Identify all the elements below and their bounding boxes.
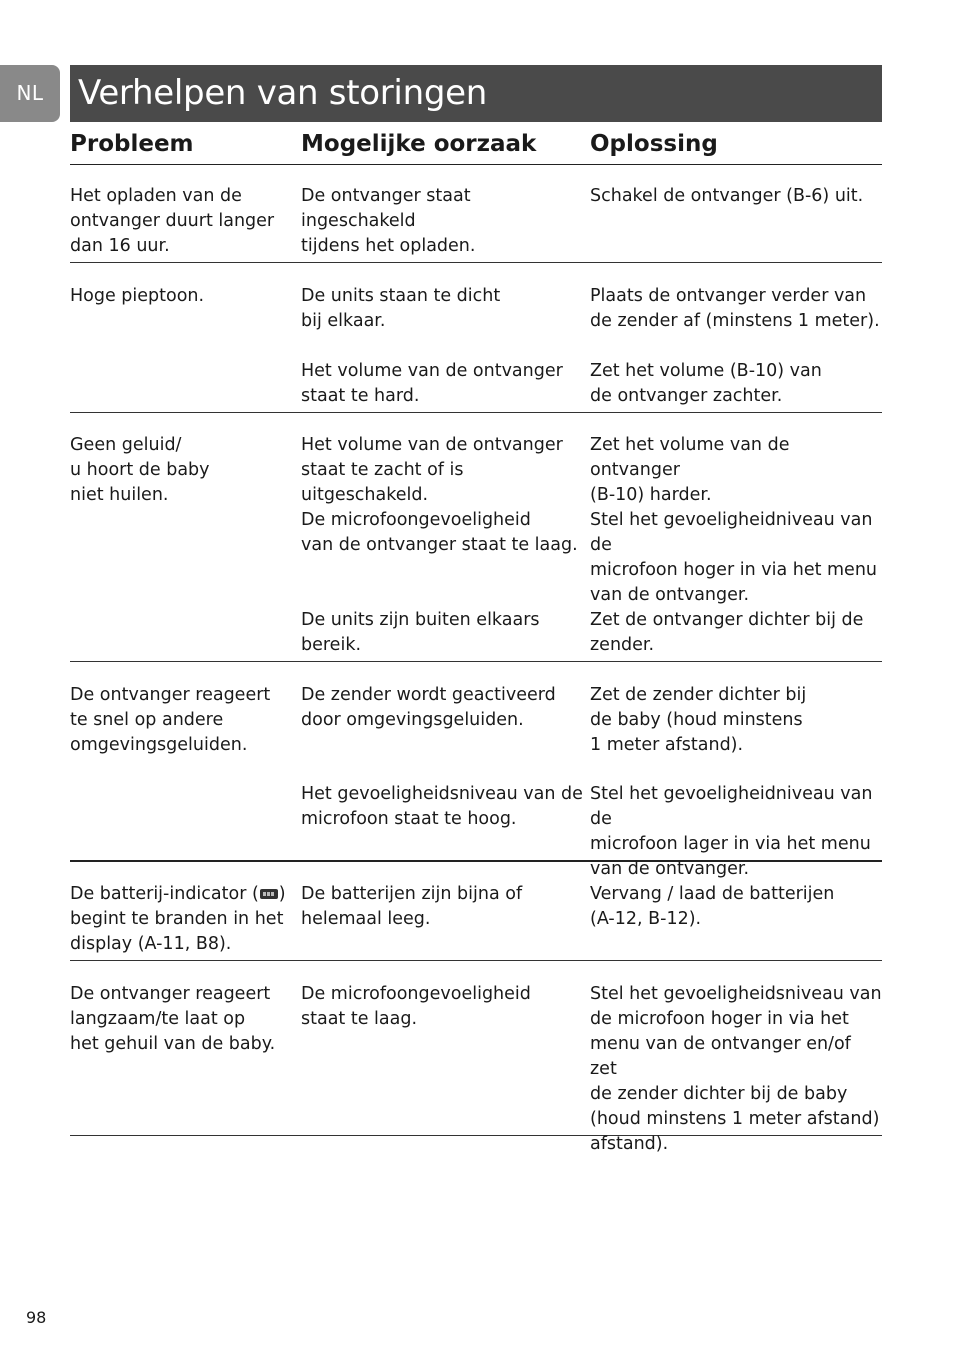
language-tab: NL (0, 65, 60, 122)
cause-cell (301, 433, 586, 655)
table-row (70, 982, 882, 1154)
header-problem: Probleem (70, 131, 194, 157)
solution-cell (590, 433, 882, 655)
cause-cell (301, 882, 586, 932)
cause-cell (301, 184, 586, 256)
solution-cell (590, 284, 882, 406)
table-row (70, 284, 882, 413)
header-cause: Mogelijke oorzaak (301, 131, 537, 157)
solution-cell (590, 882, 882, 932)
cause-text: De batterijen zijn bijna of helemaal leeg. (301, 884, 523, 929)
solution-text: Zet de ontvanger dichter bij de zender. (590, 610, 864, 655)
page-title: Verhelpen van storingen (78, 73, 487, 113)
problem-text-suffix: ) begint te branden in het display (A-11, B8). (70, 884, 286, 954)
problem-cell: Hoge pieptoon. (70, 286, 205, 306)
table-header (70, 128, 882, 165)
header-solution: Oplossing (590, 131, 718, 157)
problem-cell: De ontvanger reageert langzaam/te laat op het gehuil van de baby. (70, 984, 276, 1054)
cause-text: De ontvanger staat ingeschakeld tijdens het opladen. (301, 186, 476, 256)
solution-text: Stel het gevoeligheidniveau van de microfoon lager in via het menu van de ontvanger. (590, 784, 873, 879)
solution-text: Stel het gevoeligheidsniveau van de microfoon hoger in via het menu van de ontvanger en/of zet de zender dichter bij de baby (houd minstens 1 meter afstand) afstand). (590, 984, 882, 1154)
cause-text: Het gevoeligheidsniveau van de microfoon staat te hoog. (301, 784, 583, 829)
table-row (70, 433, 882, 662)
solution-text: Stel het gevoeligheidniveau van de microfoon hoger in via het menu van de ontvanger. (590, 510, 878, 605)
solution-cell (590, 683, 882, 879)
table-row (70, 882, 882, 961)
cause-text: De units zijn buiten elkaars bereik. (301, 610, 540, 655)
battery-icon (260, 889, 278, 899)
solution-text: Zet de zender dichter bij de baby (houd minstens 1 meter afstand). (590, 685, 807, 755)
problem-text-prefix: De batterij-indicator ( (70, 884, 259, 904)
problem-cell: Geen geluid/ u hoort de baby niet huilen. (70, 435, 210, 505)
problem-cell: Het opladen van de ontvanger duurt langer dan 16 uur. (70, 186, 275, 256)
solution-cell (590, 184, 882, 234)
solution-cell (590, 982, 882, 1154)
cause-cell (301, 284, 586, 406)
cause-text: Het volume van de ontvanger staat te zacht of is uitgeschakeld. (301, 435, 563, 505)
cause-text: De units staan te dicht bij elkaar. (301, 286, 501, 331)
cause-cell (301, 982, 586, 1032)
solution-text: Schakel de ontvanger (B-6) uit. (590, 186, 864, 206)
solution-text: Plaats de ontvanger verder van de zender af (minstens 1 meter). (590, 286, 880, 331)
solution-text: Vervang / laad de batterijen (A-12, B-12). (590, 884, 835, 929)
cause-text: Het volume van de ontvanger staat te hard. (301, 361, 563, 406)
cause-cell (301, 683, 586, 829)
problem-cell (70, 882, 295, 957)
solution-text: Zet het volume (B-10) van de ontvanger zachter. (590, 361, 822, 406)
solution-text: Zet het volume van de ontvanger (B-10) harder. (590, 435, 790, 505)
problem-cell: De ontvanger reageert te snel op andere omgevingsgeluiden. (70, 685, 271, 755)
table-row (70, 683, 882, 879)
cause-text: De microfoongevoeligheid van de ontvanger staat te laag. (301, 510, 578, 555)
title-bar (70, 65, 882, 122)
cause-text: De zender wordt geactiveerd door omgevingsgeluiden. (301, 685, 556, 730)
cause-text: De microfoongevoeligheid staat te laag. (301, 984, 531, 1029)
table-row (70, 184, 882, 263)
page-number: 98 (26, 1308, 47, 1327)
